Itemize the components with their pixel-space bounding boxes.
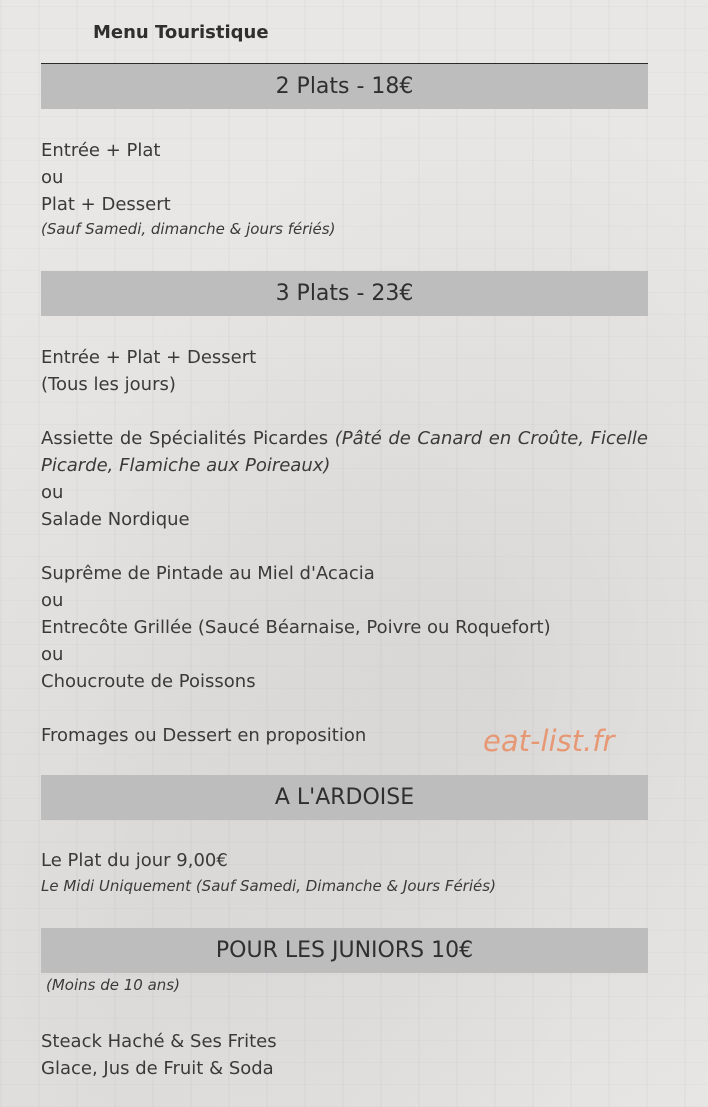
menu-note: (Moins de 10 ans) bbox=[46, 976, 180, 994]
starter-description: (Pâté de Canard en Croûte, Ficelle Picarde, Flamiche aux Poireaux) bbox=[41, 428, 648, 476]
starter-specialites bbox=[41, 425, 648, 479]
menu-line: Entrée + Plat bbox=[41, 140, 161, 161]
page-title: Menu Touristique bbox=[93, 22, 269, 43]
menu-line: Choucroute de Poissons bbox=[41, 671, 256, 692]
menu-line: Le Plat du jour 9,00€ bbox=[41, 850, 228, 871]
menu-line: Glace, Jus de Fruit & Soda bbox=[41, 1058, 274, 1079]
section-header-juniors: POUR LES JUNIORS 10€ bbox=[41, 928, 648, 973]
menu-note: (Sauf Samedi, dimanche & jours fériés) bbox=[41, 220, 336, 238]
menu-line: Entrée + Plat + Dessert bbox=[41, 347, 257, 368]
menu-line: Fromages ou Dessert en proposition bbox=[41, 725, 367, 746]
starter-name: Assiette de Spécialités Picardes bbox=[41, 428, 335, 449]
menu-line: Entrecôte Grillée (Saucé Béarnaise, Poivre ou Roquefort) bbox=[41, 617, 551, 638]
menu-line: Plat + Dessert bbox=[41, 194, 171, 215]
section-header-ardoise: A L'ARDOISE bbox=[41, 775, 648, 820]
section-header-2-plats: 2 Plats - 18€ bbox=[41, 64, 648, 109]
menu-line: ou bbox=[41, 590, 64, 611]
section-header-3-plats: 3 Plats - 23€ bbox=[41, 271, 648, 316]
watermark-logo: eat-list.fr bbox=[483, 724, 615, 758]
menu-line: (Tous les jours) bbox=[41, 374, 176, 395]
menu-line: Salade Nordique bbox=[41, 509, 190, 530]
menu-line: ou bbox=[41, 644, 64, 665]
menu-line: ou bbox=[41, 167, 64, 188]
menu-line: ou bbox=[41, 482, 64, 503]
menu-line: Steack Haché & Ses Frites bbox=[41, 1031, 277, 1052]
menu-note: Le Midi Uniquement (Sauf Samedi, Dimanche & Jours Fériés) bbox=[41, 877, 496, 895]
menu-line: Suprême de Pintade au Miel d'Acacia bbox=[41, 563, 375, 584]
